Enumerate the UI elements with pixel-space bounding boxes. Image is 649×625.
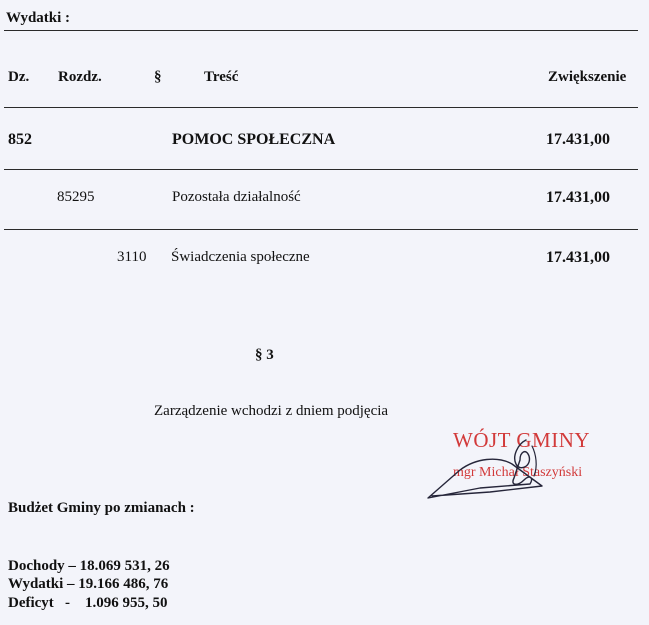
stamp-title: WÓJT GMINY [453,428,591,452]
row-label: Świadczenia społeczne [171,249,310,265]
row-label: POMOC SPOŁECZNA [172,131,336,148]
row-amount: 17.431,00 [546,249,610,266]
header-dz: Dz. [8,69,30,85]
header-zwiekszenie: Zwiększenie [548,69,627,85]
row-code: 852 [8,131,32,148]
row-amount: 17.431,00 [546,189,610,206]
section-title: Wydatki : [6,10,71,26]
divider [4,30,638,31]
header-rozdz: Rozdz. [58,69,102,85]
clause-number: § 3 [255,347,274,363]
budget-income: Dochody – 18.069 531, 26 [8,558,170,574]
budget-expenses: Wydatki – 19.166 486, 76 [8,576,169,592]
row-code: 85295 [57,189,95,205]
budget-title: Budżet Gminy po zmianach : [8,500,195,516]
header-paragraph: § [154,69,162,85]
signature [420,430,570,510]
row-amount: 17.431,00 [546,131,610,148]
clause-text: Zarządzenie wchodzi z dniem podjęcia [154,403,389,419]
row-label: Pozostała działalność [172,189,301,205]
row-code: 3110 [117,249,147,265]
budget-deficit: Deficyt - 1.096 955, 50 [8,595,168,611]
header-tresc: Treść [204,69,239,85]
divider [4,169,638,170]
divider [4,107,638,108]
stamp-name: mgr Michał Staszyński [453,465,583,480]
divider [4,229,638,230]
